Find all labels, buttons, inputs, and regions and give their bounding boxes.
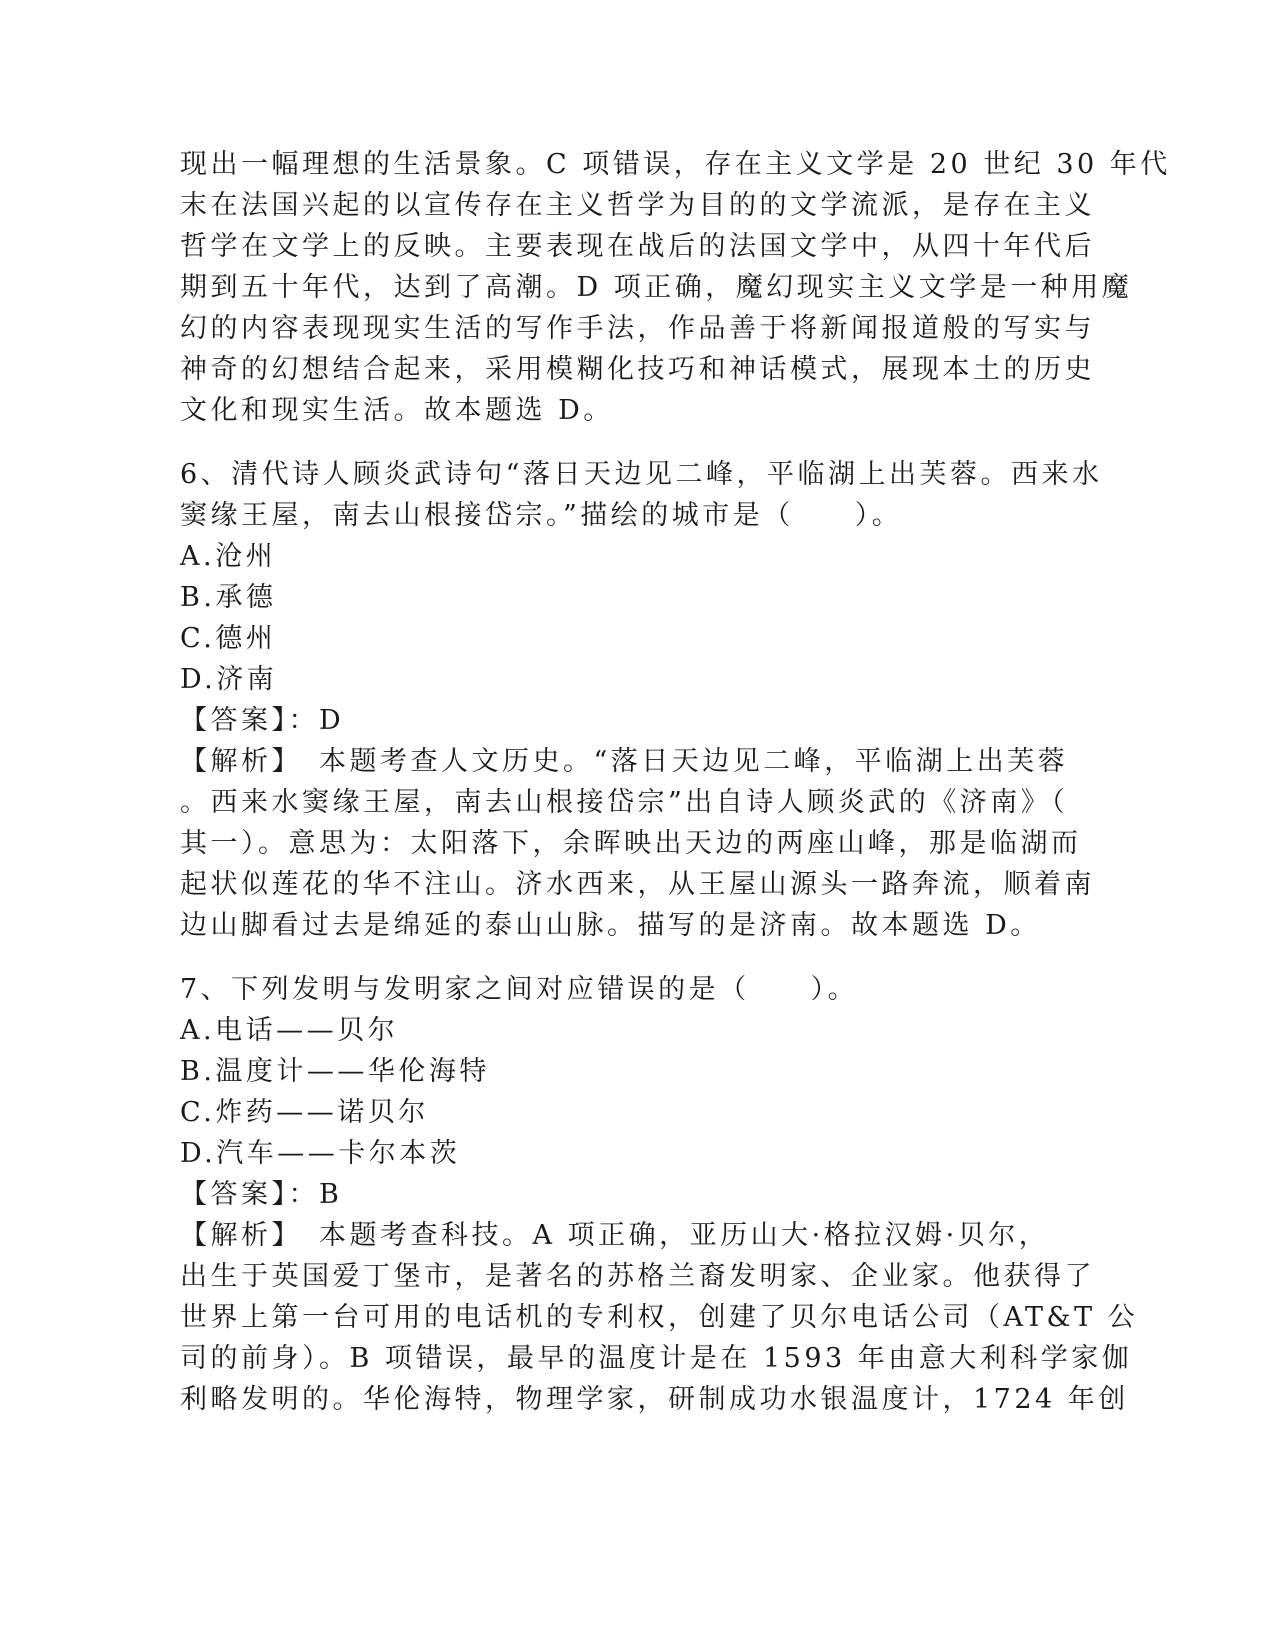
- analysis-line: 利略发明的。华伦海特，物理学家，研制成功水银温度计，1724 年创: [180, 1384, 1129, 1415]
- analysis-line: 司的前身）。B 项错误，最早的温度计是在 1593 年由意大利科学家伽: [180, 1343, 1133, 1374]
- answer-line: 【答案】：D: [180, 705, 345, 736]
- text-line: 期到五十年代，达到了高潮。D 项正确，魔幻现实主义文学是一种用魔: [180, 272, 1133, 303]
- option-a: A.电话——贝尔: [180, 1015, 399, 1046]
- paragraph-gap: [180, 946, 1080, 969]
- analysis-line: 边山脚看过去是绵延的泰山山脉。描写的是济南。故本题选 D。: [180, 910, 1041, 941]
- option-c: C.炸药——诺贝尔: [180, 1097, 429, 1128]
- document-page: [180, 144, 1171, 1420]
- question-7: [180, 969, 1139, 1420]
- analysis-line: 其一）。意思为：太阳落下，余晖映出天边的两座山峰，那是临湖而: [180, 828, 1082, 859]
- text-line: 神奇的幻想结合起来，采用模糊化技巧和神话模式，展现本土的历史: [180, 354, 1095, 385]
- question-stem: 窦缘王屋，南去山根接岱宗。”描绘的城市是（ ）。: [180, 500, 903, 531]
- analysis-line: 。西来水窦缘王屋，南去山根接岱宗”出自诗人顾炎武的《济南》（: [180, 787, 1069, 818]
- option-d: D.汽车——卡尔本茨: [180, 1138, 461, 1169]
- analysis-line: 【解析】 本题考查人文历史。“落日天边见二峰，平临湖上出芙蓉: [180, 746, 1069, 777]
- text-line: 末在法国兴起的以宣传存在主义哲学为目的的文学流派，是存在主义: [180, 190, 1095, 221]
- option-a: A.沧州: [180, 541, 277, 572]
- analysis-line: 起状似莲花的华不注山。济水西来，从王屋山源头一路奔流，顺着南: [180, 869, 1095, 900]
- paragraph-gap: [180, 431, 1080, 454]
- text-line: 哲学在文学上的反映。主要表现在战后的法国文学中，从四十年代后: [180, 231, 1095, 262]
- question-6: [180, 454, 1103, 946]
- prev-explanation: [180, 144, 1171, 431]
- option-c: C.德州: [180, 623, 277, 654]
- text-line: 幻的内容表现现实生活的写作手法，作品善于将新闻报道般的写实与: [180, 313, 1095, 344]
- answer-line: 【答案】：B: [180, 1179, 343, 1210]
- analysis-line: 世界上第一台可用的电话机的专利权，创建了贝尔电话公司（AT&T 公: [180, 1302, 1139, 1333]
- analysis-line: 出生于英国爱丁堡市，是著名的苏格兰裔发明家、企业家。他获得了: [180, 1261, 1095, 1292]
- question-stem: 6、清代诗人顾炎武诗句“落日天边见二峰，平临湖上出芙蓉。西来水: [180, 459, 1103, 490]
- option-b: B.温度计——华伦海特: [180, 1056, 490, 1087]
- question-stem: 7、下列发明与发明家之间对应错误的是（ ）。: [180, 974, 859, 1005]
- analysis-line: 【解析】 本题考查科技。A 项正确，亚历山大·格拉汉姆·贝尔，: [180, 1220, 1050, 1251]
- option-d: D.济南: [180, 664, 278, 695]
- text-line: 现出一幅理想的生活景象。C 项错误，存在主义文学是 20 世纪 30 年代: [180, 149, 1171, 180]
- option-b: B.承德: [180, 582, 277, 613]
- text-line: 文化和现实生活。故本题选 D。: [180, 395, 614, 426]
